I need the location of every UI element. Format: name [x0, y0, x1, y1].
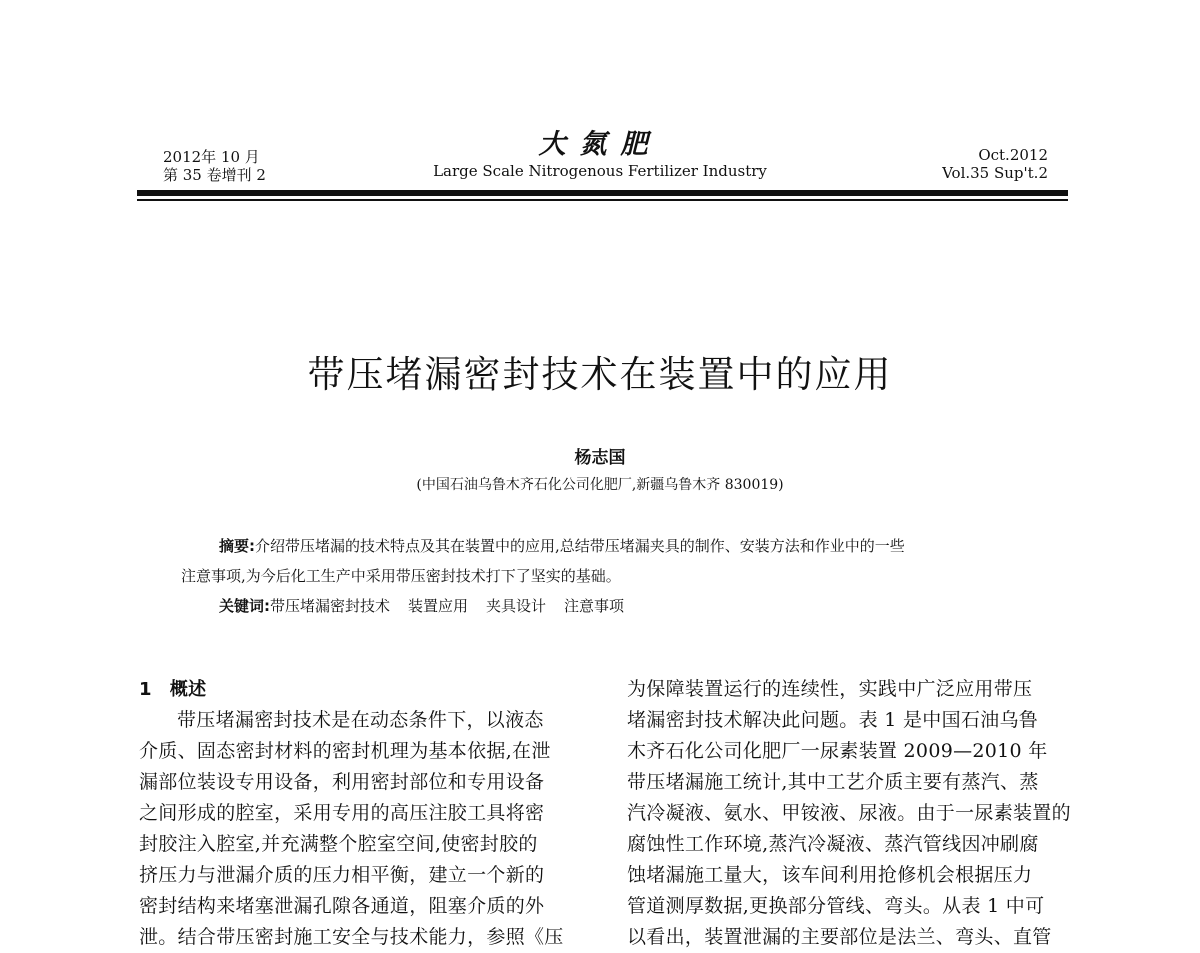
- section-title: 概述: [169, 679, 207, 700]
- body-line: 管道测厚数据,更换部分管线、弯头。从表 1 中可: [627, 895, 1045, 917]
- keywords-label: 关键词:: [219, 597, 270, 615]
- body-line: 之间形成的腔室，采用专用的高压注胶工具将密: [139, 802, 545, 824]
- keyword-item: 注意事项: [564, 597, 625, 615]
- header-date-cn: 2012年 10 月: [163, 148, 260, 166]
- body-line: 腐蚀性工作环境,蒸汽冷凝液、蒸汽管线因冲刷腐: [627, 833, 1039, 855]
- section-heading: [139, 674, 583, 705]
- article-title: 带压堵漏密封技术在装置中的应用: [307, 353, 893, 396]
- header-volume-en: Vol.35 Sup't.2: [942, 164, 1048, 182]
- abstract-line-1: [181, 531, 1031, 561]
- header-rule-thin: [137, 199, 1068, 201]
- section-number: 1: [139, 679, 152, 700]
- body-column-left: [139, 674, 583, 953]
- header-volume-cn: 第 35 卷增刊 2: [163, 166, 266, 184]
- keyword-item: 装置应用: [408, 597, 469, 615]
- abstract-label: 摘要:: [219, 537, 255, 555]
- body-line: 堵漏密封技术解决此问题。表 1 是中国石油乌鲁: [627, 709, 1039, 731]
- abstract-line-2: 注意事项,为今后化工生产中采用带压密封技术打下了坚实的基础。: [181, 567, 621, 585]
- body-line: 密封结构来堵塞泄漏孔隙各通道，阻塞介质的外: [139, 895, 545, 917]
- article-author: 杨志国: [574, 448, 626, 468]
- header-date-en: Oct.2012: [978, 146, 1048, 164]
- abstract-block: [181, 531, 1031, 621]
- body-column-right: [627, 674, 1071, 953]
- body-line: 介质、固态密封材料的密封机理为基本依据,在泄: [139, 740, 551, 762]
- article-affiliation: (中国石油乌鲁木齐石化公司化肥厂,新疆乌鲁木齐 830019): [416, 477, 784, 493]
- body-line: 为保障装置运行的连续性，实践中广泛应用带压: [627, 678, 1033, 700]
- journal-logo: 大氮肥: [538, 129, 662, 160]
- header-right: [942, 146, 1048, 182]
- body-line: 木齐石化公司化肥厂一尿素装置 2009—2010 年: [627, 740, 1048, 762]
- journal-english-name: Large Scale Nitrogenous Fertilizer Industry: [433, 162, 767, 180]
- body-line: 汽冷凝液、氨水、甲铵液、尿液。由于一尿素装置的: [627, 802, 1071, 824]
- body-line: 封胶注入腔室,并充满整个腔室空间,使密封胶的: [139, 833, 538, 855]
- body-line: 挤压力与泄漏介质的压力相平衡，建立一个新的: [139, 864, 545, 886]
- header-rule-thick: [137, 190, 1068, 196]
- keyword-item: 夹具设计: [486, 597, 547, 615]
- body-line: 以看出，装置泄漏的主要部位是法兰、弯头、直管: [627, 926, 1052, 948]
- keywords-line: [219, 591, 1031, 621]
- body-line: 泄。结合带压密封施工安全与技术能力，参照《压: [139, 926, 564, 948]
- body-line: 漏部位装设专用设备，利用密封部位和专用设备: [139, 771, 545, 793]
- keyword-item: 带压堵漏密封技术: [270, 597, 391, 615]
- body-line: 带压堵漏施工统计,其中工艺介质主要有蒸汽、蒸: [627, 771, 1039, 793]
- body-line: 带压堵漏密封技术是在动态条件下，以液态: [177, 709, 544, 731]
- abstract-text-1: 介绍带压堵漏的技术特点及其在装置中的应用,总结带压堵漏夹具的制作、安装方法和作业中的一些: [255, 537, 905, 555]
- body-line: 蚀堵漏施工量大，该车间利用抢修机会根据压力: [627, 864, 1033, 886]
